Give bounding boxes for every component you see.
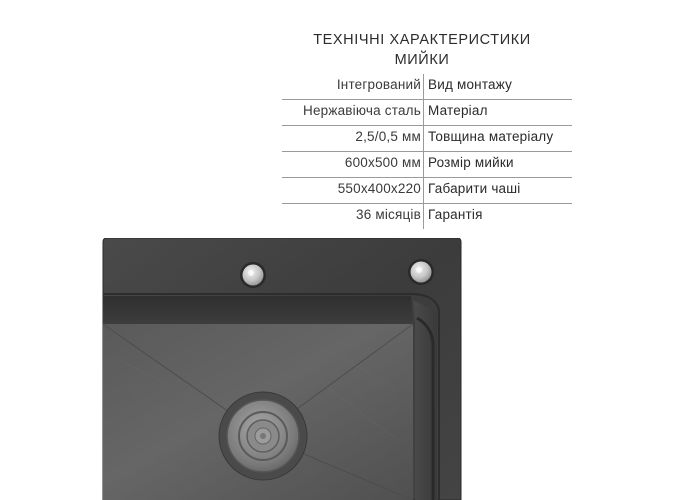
basin-back-wall <box>103 296 413 324</box>
spec-value: 36 місяців <box>355 207 421 222</box>
spec-row-warranty <box>282 204 572 229</box>
spec-label: Вид монтажу <box>428 77 513 92</box>
spec-table <box>282 74 572 229</box>
spec-value: 2,5/0,5 мм <box>355 129 421 144</box>
spec-row-bowl-dimensions <box>282 178 572 204</box>
spec-value: Інтегрований <box>336 77 421 92</box>
spec-row-sink-size <box>282 152 572 178</box>
spec-label: Габарити чаші <box>428 181 521 196</box>
spec-row-material <box>282 100 572 126</box>
spec-label: Матеріал <box>428 103 488 118</box>
column-divider <box>423 126 424 151</box>
column-divider <box>423 178 424 203</box>
spec-label: Розмір мийки <box>428 155 514 170</box>
tap-hole-right <box>408 259 434 285</box>
column-divider <box>423 152 424 177</box>
column-divider <box>423 100 424 125</box>
column-divider <box>423 204 424 229</box>
spec-label: Гарантія <box>428 207 483 222</box>
tap-hole-left <box>240 262 266 288</box>
drain-icon <box>219 392 307 480</box>
spec-value: 550х400х220 <box>337 181 421 196</box>
spec-title-line-2: МИЙКИ <box>394 52 450 68</box>
column-divider <box>423 74 424 99</box>
spec-value: Нержавіюча сталь <box>303 103 421 118</box>
spec-title <box>262 30 582 70</box>
spec-row-thickness <box>282 126 572 152</box>
sink-photo <box>95 238 465 500</box>
spec-label: Товщина матеріалу <box>428 129 554 144</box>
spec-title-line-1: ТЕХНІЧНІ ХАРАКТЕРИСТИКИ <box>313 32 531 48</box>
spec-row-mounting <box>282 74 572 100</box>
spec-value: 600х500 мм <box>344 155 421 170</box>
